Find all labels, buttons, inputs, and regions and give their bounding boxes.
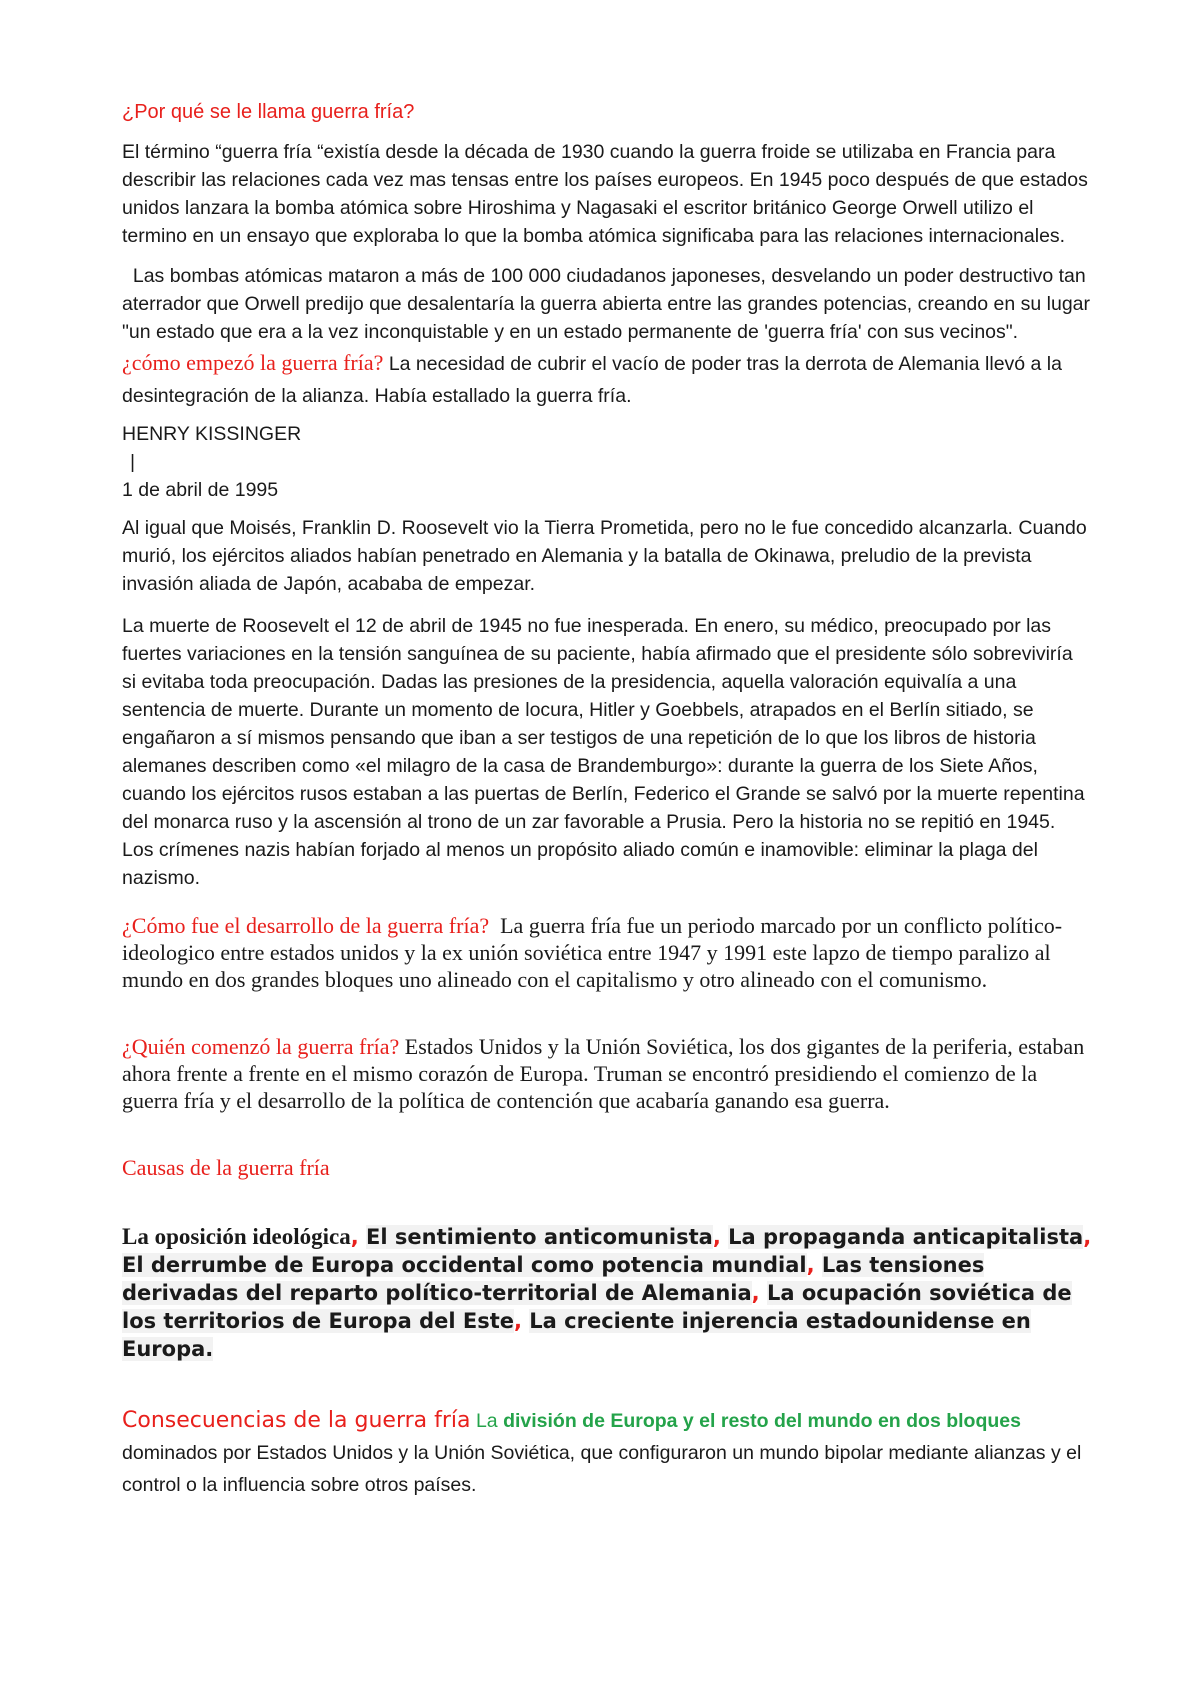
answer-quien: Estados Unidos y la Unión Soviética, los dos gigantes de la periferia, estaban ahora frente a frente en el mismo corazón de Europa. Truman se encontró presidiendo el comienzo de la guerra fría y el desarrollo de la política de contención que acabaría ganando esa guerra. [122, 1034, 1085, 1113]
paragraph-moises: Al igual que Moisés, Franklin D. Roosevelt vio la Tierra Prometida, pero no le fue concedido alcanzarla. Cuando murió, los ejércitos aliados habían penetrado en Alemania y la batalla de Okinawa, preludio de la prevista invasión aliada de Japón, acababa de empezar. [122, 517, 1087, 595]
consecuencias-text: dominados por Estados Unidos y la Unión Soviética, que configuraron un mundo bipolar mediante alianzas y el control o la influencia sobre otros países. [122, 1442, 1082, 1496]
quote-separator: | [130, 451, 136, 473]
cause-item: El sentimiento anticomunista [366, 1225, 713, 1249]
question-como-empezo: ¿cómo empezó la guerra fría? [122, 350, 384, 375]
paragraph-consecuencias [122, 1405, 1092, 1501]
document-page [122, 98, 1092, 1501]
answer-como-empezo: La necesidad de cubrir el vacío de poder tras la derrota de Alemania llevó a la desintegración de la alianza. Había estallado la guerra fría. [122, 353, 1062, 407]
question-por-que: ¿Por qué se le llama guerra fría? [122, 101, 415, 123]
quote-author: HENRY KISSINGER [122, 423, 302, 445]
paragraph-bombas-text: Las bombas atómicas mataron a más de 100 000 ciudadanos japoneses, desvelando un poder destructivo tan aterrador que Orwell predijo que desalentaría la guerra abierta entre las grandes potencias, creando en su lugar "un estado que era a la vez inconquistable y en un estado permanente de 'guerra fría' con sus vecinos". [122, 265, 1091, 343]
paragraph-termino: El término “guerra fría “existía desde la década de 1930 cuando la guerra froide se utilizaba en Francia para describir las relaciones cada vez mas tensas entre los países europeos. En 1945 poco después de que estados unidos lanzara la bomba atómica sobre Hiroshima y Nagasaki el escritor británico George Orwell utilizo el termino en un ensayo que exploraba lo que la bomba atómica significaba para las relaciones internacionales. [122, 141, 1088, 247]
paragraph-como-empezo [122, 348, 1092, 412]
cause-item: La creciente injerencia estadounidense en Europa. [122, 1309, 1031, 1361]
cause-item: El derrumbe de Europa occidental como potencia mundial [122, 1253, 807, 1277]
cause-separator: , [513, 1309, 522, 1333]
paragraph-desarrollo [122, 912, 1092, 993]
cause-separator: , [806, 1253, 815, 1277]
cause-separator: , [350, 1225, 359, 1249]
consecuencias-highlight: división de Europa y el resto del mundo en dos bloques [503, 1410, 1021, 1432]
paragraph-muerte-roosevelt: La muerte de Roosevelt el 12 de abril de 1945 no fue inesperada. En enero, su médico, preocupado por las fuertes variaciones en la tensión sanguínea de su paciente, había afirmado que el presidente sólo sobreviviría si evitaba toda preocupación. Dadas las presiones de la presidencia, aquella valoración equivalía a una sentencia de muerte. Durante un momento de locura, Hitler y Goebbels, atrapados en el Berlín sitiado, se engañaron a sí mismos pensando que iban a ser testigos de una repetición de lo que los libros de historia alemanes describen como «el milagro de la casa de Brandemburgo»: durante la guerra de los Siete Años, cuando los ejércitos rusos estaban a las puertas de Berlín, Federico el Grande se salvó por la muerte repentina del monarca ruso y la ascensión al trono de un zar favorable a Prusia. Pero la historia no se repitió en 1945. Los crímenes nazis habían forjado al menos un propósito aliado común e inamovible: eliminar la plaga del nazismo. [122, 615, 1085, 889]
answer-desarrollo: La guerra fría fue un periodo marcado por un conflicto político-ideologico entre estados unidos y la ex unión soviética entre 1947 y 1991 este lapzo de tiempo paralizo al mundo en dos grandes bloques uno alineado con el capitalismo y otro alineado con el comunismo. [122, 913, 1063, 992]
cause-item: La oposición ideológica [122, 1224, 351, 1249]
paragraph-quien [122, 1033, 1092, 1114]
cause-item: La ocupación soviética de los territorios de Europa del Este [122, 1281, 1072, 1333]
question-quien: ¿Quién comenzó la guerra fría? [122, 1034, 400, 1059]
cause-item: Las tensiones derivadas del reparto político-territorial de Alemania [122, 1253, 985, 1305]
consecuencias-la: La [475, 1410, 498, 1432]
causes-list [122, 1223, 1092, 1363]
cause-item: La propaganda anticapitalista [728, 1225, 1084, 1249]
cause-separator: , [751, 1281, 760, 1305]
question-desarrollo: ¿Cómo fue el desarrollo de la guerra fría? [122, 913, 490, 938]
paragraph-bombas [122, 262, 1092, 346]
cause-separator: , [712, 1225, 721, 1249]
heading-causas: Causas de la guerra fría [122, 1155, 330, 1180]
cause-separator: , [1083, 1225, 1092, 1249]
quote-date: 1 de abril de 1995 [122, 479, 279, 501]
heading-consecuencias: Consecuencias de la guerra fría [122, 1408, 471, 1433]
